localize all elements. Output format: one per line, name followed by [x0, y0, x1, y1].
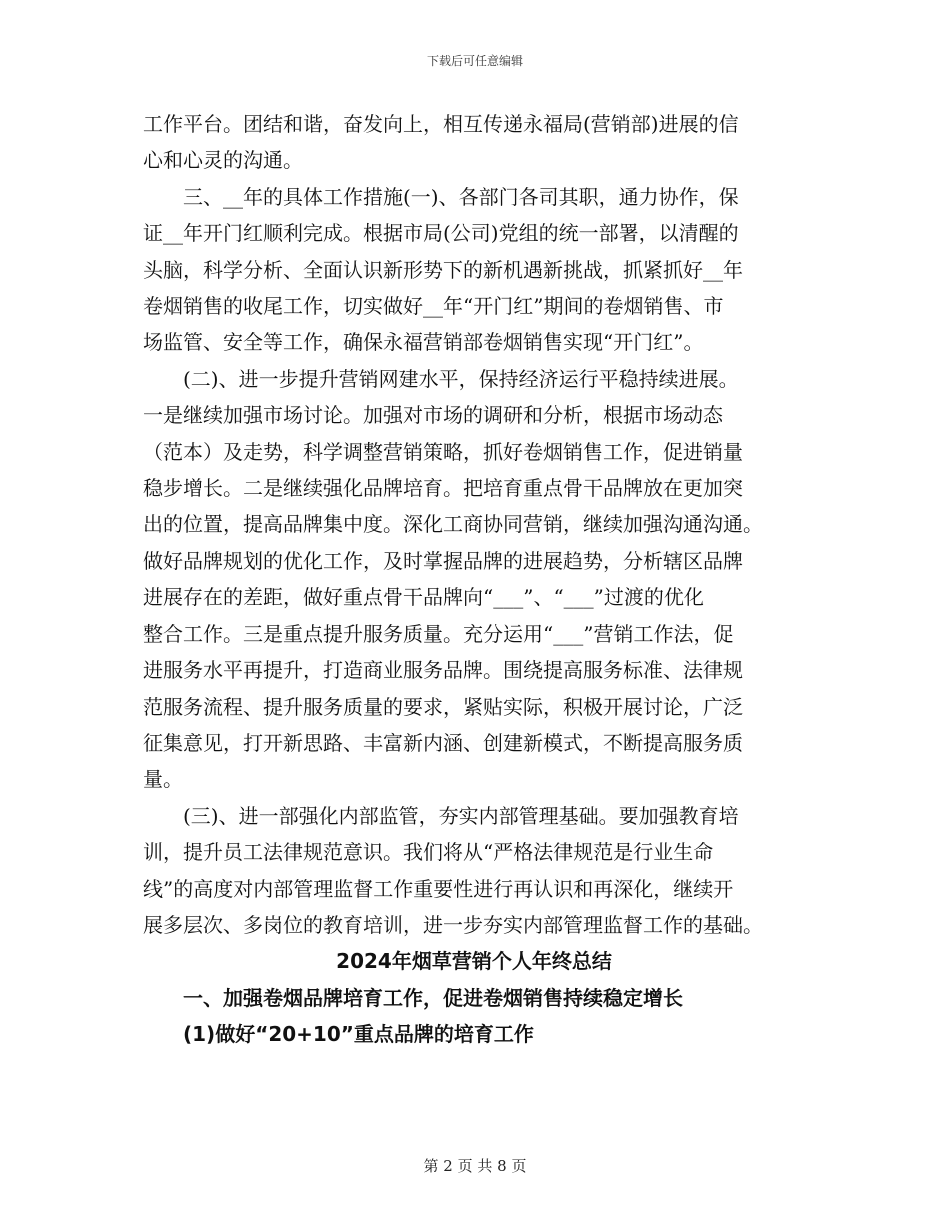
body-line: 场监管、安全等工作，确保永福营销部卷烟销售实现“开门红”。 — [143, 330, 704, 355]
section-heading-2: (1)做好“20+10”重点品牌的培育工作 — [143, 1022, 534, 1047]
body-line: 征集意见，打开新思路、丰富新内涵、创建新模式，不断提高服务质 — [143, 730, 743, 755]
body-line: 出的位置，提高品牌集中度。深化工商协同营销，继续加强沟通沟通。 — [143, 512, 763, 537]
body-line: 量。 — [143, 767, 183, 792]
body-line: 心和心灵的沟通。 — [143, 148, 303, 173]
page-footer: 第 2 页 共 8 页 — [423, 1157, 527, 1175]
page-header: 下载后可任意编辑 — [426, 54, 523, 68]
body-line: 整合工作。三是重点提升服务质量。充分运用“___”营销工作法，促 — [143, 621, 734, 646]
section-title: 2024年烟草营销个人年终总结 — [336, 949, 612, 974]
body-line: 线”的高度对内部管理监督工作重要性进行再认识和再深化，继续开 — [143, 876, 734, 901]
body-line: 展多层次、多岗位的教育培训，进一步夯实内部管理监督工作的基础。 — [143, 912, 763, 937]
body-line: 一是继续加强市场讨论。加强对市场的调研和分析，根据市场动态 — [143, 403, 723, 428]
body-line: 三、__年的具体工作措施(一)、各部门各司其职，通力协作，保 — [143, 184, 739, 209]
body-line: 证__年开门红顺利完成。根据市局(公司)党组的统一部署，以清醒的 — [143, 221, 739, 246]
body-line: 工作平台。团结和谐，奋发向上，相互传递永福局(营销部)进展的信 — [143, 112, 739, 136]
body-line: 训，提升员工法律规范意识。我们将从“严格法律规范是行业生命 — [143, 840, 714, 865]
body-line: 稳步增长。二是继续强化品牌培育。把培育重点骨干品牌放在更加突 — [143, 476, 743, 501]
body-line: （范本）及走势，科学调整营销策略，抓好卷烟销售工作，促进销量 — [143, 439, 743, 464]
body-line: 卷烟销售的收尾工作，切实做好__年“开门红”期间的卷烟销售、市 — [143, 294, 724, 319]
section-heading-1: 一、加强卷烟品牌培育工作，促进卷烟销售持续稳定增长 — [143, 985, 683, 1010]
body-line: 进展存在的差距，做好重点骨干品牌向“___”、“___”过渡的优化 — [143, 585, 704, 610]
body-line: 范服务流程、提升服务质量的要求，紧贴实际，积极开展讨论，广泛 — [143, 694, 743, 719]
body-line: 进服务水平再提升，打造商业服务品牌。围绕提高服务标准、法律规 — [143, 658, 743, 683]
body-line: (二)、进一步提升营销网建水平，保持经济运行平稳持续进展。 — [143, 366, 739, 391]
document-body — [143, 106, 805, 1053]
body-line: 头脑，科学分析、全面认识新形势下的新机遇新挑战，抓紧抓好__年 — [143, 257, 743, 282]
body-line: 做好品牌规划的优化工作，及时掌握品牌的进展趋势，分析辖区品牌 — [143, 548, 743, 573]
body-line: (三)、进一部强化内部监管，夯实内部管理基础。要加强教育培 — [143, 803, 739, 828]
